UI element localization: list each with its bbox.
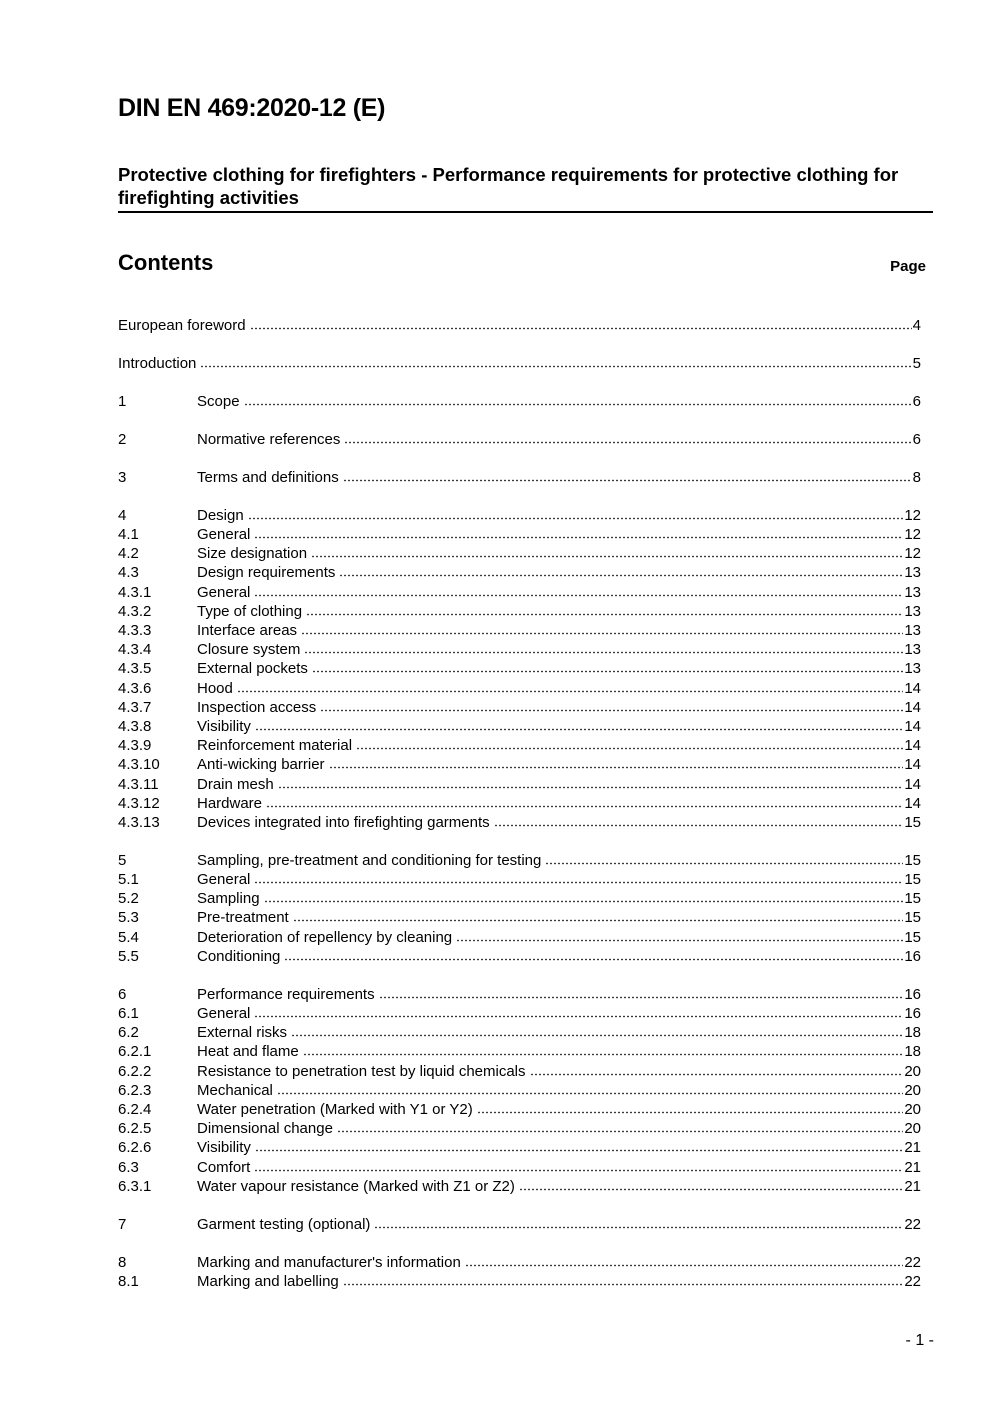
toc-entry-number: 4.3.1 (118, 583, 152, 601)
toc-entry-number: 4.3.3 (118, 622, 152, 640)
toc-entry-page: 20 (904, 1120, 921, 1138)
toc-leader-dots (306, 602, 903, 617)
toc-entry-title: Conditioning (197, 947, 281, 965)
toc-entry-page: 16 (904, 1005, 921, 1023)
toc-entry[interactable] (118, 812, 921, 831)
toc-entry-title: Marking and manufacturer's information (197, 1253, 461, 1271)
table-of-contents (118, 315, 921, 1290)
toc-entry-title: Reinforcement material (197, 737, 353, 755)
toc-leader-dots (293, 908, 904, 923)
toc-entry-page: 12 (904, 545, 921, 563)
toc-entry-page: 21 (904, 1139, 921, 1157)
toc-leader-dots (343, 1272, 904, 1287)
toc-entry-number: 6.2 (118, 1024, 139, 1042)
toc-entry[interactable] (118, 1099, 921, 1118)
toc-entry[interactable] (118, 467, 921, 486)
toc-entry-title: Design (197, 506, 244, 524)
toc-entry-number: 4.3.6 (118, 679, 152, 697)
toc-entry-number: 4.3.12 (118, 794, 160, 812)
toc-entry-title: General (197, 1005, 251, 1023)
toc-entry[interactable] (118, 850, 921, 869)
toc-entry-number: 6.2.6 (118, 1139, 152, 1157)
toc-leader-dots (477, 1100, 904, 1115)
toc-entry-title: Visibility (197, 1139, 251, 1157)
toc-leader-dots (494, 813, 904, 828)
toc-entry-page: 12 (904, 526, 921, 544)
toc-entry-number: 6.3 (118, 1158, 139, 1176)
toc-entry-number: 6.3.1 (118, 1177, 152, 1195)
toc-entry[interactable] (118, 869, 921, 888)
toc-leader-dots (303, 1042, 904, 1057)
toc-leader-dots (277, 1081, 903, 1096)
toc-entry-page: 20 (904, 1100, 921, 1118)
toc-entry-number: 6.2.5 (118, 1120, 152, 1138)
toc-entry[interactable] (118, 601, 921, 620)
toc-entry-number: 4.3.7 (118, 698, 152, 716)
toc-leader-dots (237, 679, 903, 694)
toc-leader-dots (301, 621, 903, 636)
toc-entry-page: 13 (904, 602, 921, 620)
toc-entry-number: 4.3.10 (118, 756, 160, 774)
toc-entry-number: 4.3.4 (118, 641, 152, 659)
toc-entry-number: 6 (118, 985, 127, 1003)
toc-entry-title: Deterioration of repellency by cleaning (197, 928, 453, 946)
toc-entry-number: 6.2.3 (118, 1081, 152, 1099)
toc-entry-page: 14 (904, 737, 921, 755)
toc-entry[interactable] (118, 888, 921, 907)
document-title: Protective clothing for firefighters - Performance requirements for protective clothing for firefighting activities (118, 163, 933, 213)
toc-entry-number: 4.3 (118, 564, 139, 582)
toc-entry[interactable] (118, 697, 921, 716)
toc-entry-title: Water penetration (Marked with Y1 or Y2) (197, 1100, 473, 1118)
toc-entry-page: 13 (904, 564, 921, 582)
toc-entry-number: 2 (118, 430, 127, 448)
toc-entry-page: 20 (904, 1062, 921, 1080)
toc-entry[interactable] (118, 1137, 921, 1156)
toc-entry-number: 4 (118, 506, 127, 524)
toc-entry-title: Size designation (197, 545, 308, 563)
toc-leader-dots (254, 1158, 903, 1173)
toc-leader-dots (329, 755, 904, 770)
toc-entry-number: 6.2.1 (118, 1043, 152, 1061)
toc-entry[interactable] (118, 1214, 921, 1233)
toc-entry-page: 14 (904, 717, 921, 735)
toc-leader-dots (374, 1215, 903, 1230)
toc-leader-dots (530, 1062, 904, 1077)
toc-entry[interactable] (118, 793, 921, 812)
toc-entry-title: Garment testing (optional) (197, 1215, 371, 1233)
toc-entry-page: 14 (904, 698, 921, 716)
toc-entry[interactable] (118, 1061, 921, 1080)
toc-entry-number: 7 (118, 1215, 127, 1233)
toc-entry-title: Resistance to penetration test by liquid chemicals (197, 1062, 526, 1080)
toc-entry-number: 4.3.11 (118, 775, 159, 793)
toc-entry-number: 4.3.8 (118, 717, 152, 735)
toc-leader-dots (320, 698, 903, 713)
toc-leader-dots (248, 506, 904, 521)
toc-entry-page: 5 (912, 354, 921, 372)
toc-leader-dots (254, 870, 903, 885)
toc-entry[interactable] (118, 524, 921, 543)
toc-leader-dots (264, 889, 904, 904)
toc-entry-title: Mechanical (197, 1081, 273, 1099)
toc-leader-dots (379, 985, 904, 1000)
toc-entry[interactable] (118, 716, 921, 735)
toc-entry-title: General (197, 526, 251, 544)
toc-entry-number: 5.5 (118, 947, 139, 965)
toc-entry[interactable] (118, 562, 921, 581)
toc-leader-dots (255, 717, 903, 732)
toc-leader-dots (356, 736, 903, 751)
toc-leader-dots (255, 1138, 903, 1153)
toc-entry-page: 22 (904, 1215, 921, 1233)
toc-entry-title: Comfort (197, 1158, 251, 1176)
toc-entry-page: 18 (904, 1024, 921, 1042)
toc-entry[interactable] (118, 927, 921, 946)
toc-entry[interactable] (118, 429, 921, 448)
toc-entry[interactable] (118, 658, 921, 677)
toc-entry-title: Terms and definitions (197, 468, 339, 486)
toc-leader-dots (254, 525, 903, 540)
toc-leader-dots (250, 316, 912, 331)
toc-entry-number: 6.2.4 (118, 1100, 152, 1118)
toc-entry-title: Hood (197, 679, 233, 697)
toc-leader-dots (344, 430, 911, 445)
toc-entry-page: 15 (904, 928, 921, 946)
toc-entry-number: 4.1 (118, 526, 139, 544)
toc-entry-title: Heat and flame (197, 1043, 299, 1061)
toc-entry[interactable] (118, 543, 921, 562)
toc-entry-title: General (197, 583, 251, 601)
toc-entry-title: Interface areas (197, 622, 298, 640)
toc-entry-number: 4.3.5 (118, 660, 152, 678)
toc-entry-title: General (197, 871, 251, 889)
toc-entry[interactable] (118, 754, 921, 773)
toc-entry-title: Design requirements (197, 564, 336, 582)
toc-entry[interactable] (118, 1118, 921, 1137)
toc-leader-dots (266, 794, 903, 809)
toc-leader-dots (291, 1023, 903, 1038)
toc-entry-page: 15 (904, 871, 921, 889)
toc-entry[interactable] (118, 505, 921, 524)
toc-entry-number: 5.4 (118, 928, 139, 946)
toc-entry-page: 14 (904, 756, 921, 774)
toc-entry-title: External pockets (197, 660, 308, 678)
toc-leader-dots (312, 659, 903, 674)
toc-entry-number: 4.3.9 (118, 737, 152, 755)
page-number: - 1 - (905, 1332, 934, 1349)
toc-entry[interactable] (118, 1176, 921, 1195)
toc-entry-number: 6.2.2 (118, 1062, 152, 1080)
toc-entry[interactable] (118, 582, 921, 601)
toc-entry-page: 15 (904, 890, 921, 908)
toc-entry-page: 4 (912, 317, 921, 334)
toc-entry-title: Devices integrated into firefighting garments (197, 813, 490, 831)
toc-leader-dots (311, 544, 903, 559)
toc-entry[interactable] (118, 984, 921, 1003)
toc-entry-title: Performance requirements (197, 985, 375, 1003)
toc-entry-number: 1 (118, 392, 127, 410)
toc-entry-title: Type of clothing (197, 602, 303, 620)
toc-entry-number: 4.3.2 (118, 602, 152, 620)
toc-entry[interactable] (118, 315, 921, 334)
toc-entry[interactable] (118, 678, 921, 697)
toc-entry-number: 6.1 (118, 1005, 139, 1023)
toc-leader-dots (244, 392, 912, 407)
toc-entry-page: 16 (904, 985, 921, 1003)
toc-entry-title: Anti-wicking barrier (197, 756, 325, 774)
toc-entry-page: 22 (904, 1253, 921, 1271)
toc-entry-page: 13 (904, 622, 921, 640)
toc-entry-page: 21 (904, 1158, 921, 1176)
toc-leader-dots (278, 775, 904, 790)
toc-entry-page: 18 (904, 1043, 921, 1061)
toc-leader-dots (465, 1253, 903, 1268)
toc-entry-page: 12 (904, 506, 921, 524)
toc-entry-number: 5.1 (118, 871, 139, 889)
toc-entry-title: External risks (197, 1024, 288, 1042)
toc-entry[interactable] (118, 353, 921, 372)
toc-entry-title: European foreword (118, 317, 246, 334)
toc-leader-dots (337, 1119, 903, 1134)
toc-entry-page: 13 (904, 583, 921, 601)
toc-entry[interactable] (118, 1080, 921, 1099)
toc-entry[interactable] (118, 1003, 921, 1022)
toc-entry-number: 3 (118, 468, 127, 486)
toc-entry[interactable] (118, 1041, 921, 1060)
toc-entry-number: 5.3 (118, 909, 139, 927)
toc-entry-page: 6 (912, 392, 921, 410)
toc-entry[interactable] (118, 639, 921, 658)
toc-leader-dots (284, 947, 903, 962)
toc-entry-title: Dimensional change (197, 1120, 333, 1138)
toc-entry[interactable] (118, 620, 921, 639)
toc-leader-dots (339, 563, 903, 578)
toc-leader-dots (545, 851, 903, 866)
toc-entry-page: 6 (912, 430, 921, 448)
toc-entry[interactable] (118, 946, 921, 965)
toc-leader-dots (343, 468, 912, 483)
toc-entry[interactable] (118, 1157, 921, 1176)
toc-entry-page: 22 (904, 1272, 921, 1290)
toc-entry-title: Hardware (197, 794, 263, 812)
toc-entry-title: Visibility (197, 717, 251, 735)
toc-entry-page: 15 (904, 909, 921, 927)
toc-entry-title: Introduction (118, 354, 197, 372)
toc-leader-dots (200, 354, 911, 369)
toc-leader-dots (254, 583, 903, 598)
toc-entry-number: 8 (118, 1253, 127, 1271)
toc-entry-page: 16 (904, 947, 921, 965)
toc-entry-page: 14 (904, 679, 921, 697)
toc-entry-title: Scope (197, 392, 240, 410)
toc-leader-dots (254, 1004, 903, 1019)
toc-entry[interactable] (118, 1252, 921, 1271)
toc-entry-title: Drain mesh (197, 775, 274, 793)
toc-entry-number: 5.2 (118, 890, 139, 908)
toc-entry-page: 8 (912, 468, 921, 486)
toc-entry-title: Sampling (197, 890, 260, 908)
toc-leader-dots (304, 640, 903, 655)
toc-entry-number: 4.2 (118, 545, 139, 563)
toc-entry-title: Sampling, pre-treatment and conditioning for testing (197, 851, 542, 869)
toc-entry-page: 20 (904, 1081, 921, 1099)
toc-entry-title: Water vapour resistance (Marked with Z1 or Z2) (197, 1177, 515, 1195)
toc-entry-page: 14 (904, 775, 921, 793)
toc-entry[interactable] (118, 1271, 921, 1290)
toc-entry[interactable] (118, 735, 921, 754)
toc-entry[interactable] (118, 1022, 921, 1041)
contents-heading: Contents (118, 250, 214, 275)
toc-entry-title: Closure system (197, 641, 301, 659)
toc-entry-title: Normative references (197, 430, 341, 448)
toc-leader-dots (519, 1177, 903, 1192)
toc-entry-title: Pre-treatment (197, 909, 289, 927)
toc-entry-title: Inspection access (197, 698, 317, 716)
toc-entry-page: 13 (904, 660, 921, 678)
toc-entry-page: 15 (904, 851, 921, 869)
toc-entry[interactable] (118, 391, 921, 410)
page-column-label: Page (890, 258, 926, 275)
toc-entry-title: Marking and labelling (197, 1272, 339, 1290)
toc-entry-page: 13 (904, 641, 921, 659)
toc-leader-dots (456, 928, 903, 943)
toc-entry-page: 14 (904, 794, 921, 812)
toc-entry-page: 15 (904, 813, 921, 831)
toc-entry[interactable] (118, 774, 921, 793)
toc-entry-number: 8.1 (118, 1272, 139, 1290)
toc-entry-page: 21 (904, 1177, 921, 1195)
toc-entry-number: 5 (118, 851, 127, 869)
toc-entry[interactable] (118, 907, 921, 926)
toc-entry-number: 4.3.13 (118, 813, 160, 831)
document-id: DIN EN 469:2020-12 (E) (118, 94, 386, 122)
